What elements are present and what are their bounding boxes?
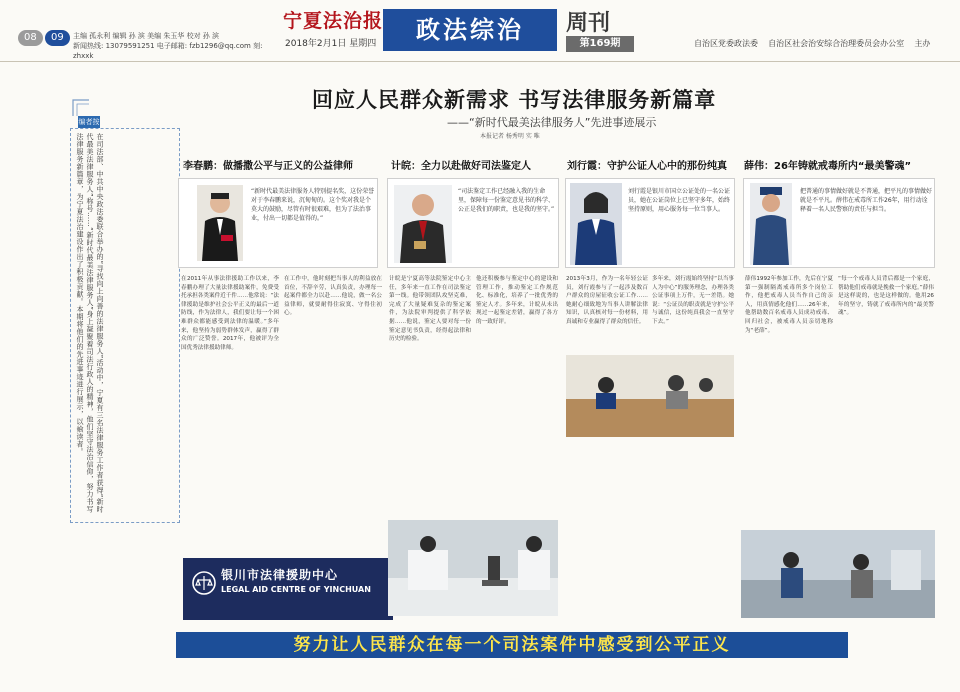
sponsor-3: 主办 [914,39,931,48]
legal-aid-sign-chinese: 银川市法律援助中心 [221,568,339,582]
person-3-quote: 刘行霞是银川市国立公证处的一名公证员，她在公证岗位上已坚守多年，始终坚持原则，用心服务每一位当事人。 [628,188,731,213]
editor-note-tag: 编者按 [78,118,100,126]
sponsors [694,38,930,49]
article-3-column-1: 2013年3月，作为一名年轻公证员，刘行霞参与了一起涉及数百户群众的房屋征收公证工作……她耐心细致地为当事人讲解法律知识，认真核对每一份材料，用真诚和专业赢得了群众的信任。 [566,276,648,325]
section-title: 政法综治 [383,9,557,51]
issue-date: 2018年2月1日 星期四 [285,39,377,49]
article-2-column-2: 他还积极参与鉴定中心的建设和管理工作，推动鉴定工作规范化、标准化，培养了一批优秀的鉴定人才。多年来，计皖从未出现过一起鉴定差错，赢得了各方的一致好评。 [476,276,558,325]
issue-number: 第169期 [566,36,634,52]
sponsor-2: 自治区社会治安综合治理委员会办公室 [768,39,905,48]
main-headline: 回应人民群众新需求 书写法律服务新篇章 [312,87,717,112]
editor-note-box [70,128,180,523]
editor-note-text: 在司法部、中共中央政法委联合举办的“寻找向上向善的法律服务人”活动中，宁夏有三名法律服务工作者获得“新时代最美法律服务人”称号……“新时代最美法律服务人”身上凝聚着司法行政人的精神，他们坚守法治信仰，努力书写法律服务新篇章，为宁夏法治建设作出了积极贡献。本期将他们的先进事迹进行展示，以飨读者。 [76,133,104,513]
weekly-label: 周刊 [566,10,611,36]
person-1-heading: 李春鹏：做播撒公平与正义的公益律师 [183,161,353,172]
person-4-photo [750,183,792,265]
page-number-right: 09 [45,30,70,46]
rehab-centre-photo [741,530,935,618]
person-3-heading: 刘行霞：守护公证人心中的那份纯真 [567,161,727,172]
person-3-photo [570,183,622,265]
bottom-slogan-banner: 努力让人民群众在每一个司法案件中感受到公平正义 [176,632,848,658]
masthead [0,0,960,62]
sub-headline: ——“新时代最美法律服务人”先进事迹展示 [447,116,657,129]
person-1-photo [197,185,243,261]
legal-aid-centre-photo [183,558,393,620]
person-1-profile-box [178,178,378,268]
person-2-quote: “司法鉴定工作已经融入我的生命里，保障每一份鉴定意见书的科学、公正是我们的职责，也是我的坚守。” [458,188,555,213]
article-1-column-2: 在工作中，他时刻把当事人的利益放在首位，不辞辛劳，认真负责，办理每一起案件都全力以赴……他说，做一名公益律师，就要耐得住寂寞、守得住初心。 [284,276,382,317]
newspaper-logo: 宁夏法治报 [283,10,384,32]
article-1-column-1: 在2011年从事法律援助工作以来，李春鹏办理了大量法律援助案件，免费受托承担各类案件近千件……他常说：“法律援助是维护社会公平正义的最后一道防线，作为法律人，我们要让每一个困难群众都能感受到法律的温暖。”多年来，他坚持为弱势群体发声，赢得了群众的广泛赞誉。2017年，他被评为全国优秀法律援助律师。 [181,276,279,351]
person-4-profile-box [743,178,935,268]
notary-service-photo [566,355,734,437]
person-4-quote: 把普通的事情做好就是不普通，把平凡的事情做好就是不平凡。薛伟在戒毒所工作26年，用行动诠释着一名人民警察的责任与担当。 [800,188,932,213]
reporter-byline: 本报记者 杨秀明 实 唯 [480,133,540,140]
legal-aid-emblem-icon [191,570,217,596]
person-2-profile-box [387,178,559,268]
legal-aid-sign-english: LEGAL AID CENTRE OF YINCHUAN [221,585,371,594]
article-4-column-1: 薛伟1992年参加工作，先后在宁夏第一强制隔离戒毒所多个岗位工作，他把戒毒人员当作自己的亲人，用真情感化他们……26年来，他帮助数百名戒毒人员成功戒毒、回归社会，被戒毒人员亲切地称为“老薛”。 [745,276,833,334]
lab-microscope-photo [388,520,558,616]
person-2-heading: 计皖：全力以赴做好司法鉴定人 [391,161,531,172]
editor-credits [73,31,273,61]
person-2-photo [394,185,452,263]
article-2-column-1: 计皖是宁夏高等法院鉴定中心主任，多年来一直工作在司法鉴定第一线。他带领团队攻坚克难，完成了大量疑难复杂的鉴定案件，为法院审判提供了科学依据……他说，鉴定人要对每一份鉴定意见书负责，经得起法律和历史的检验。 [389,276,471,343]
person-3-profile-box [565,178,735,268]
editor-line-2: 新闻热线: 13079591251 电子邮箱: fzb1296@qq.com 刻: zhxxk [73,42,263,60]
person-1-quote: “新时代最美法律服务人特别提名奖，这份荣誉对于李春鹏来说，沉甸甸的。这个奖对我是个莫大的鼓励，尽管有时很艰难，但为了法治事业，付出一切都是值得的。” [251,188,375,222]
article-3-column-2: 多年来，刘行霞始终坚持“以当事人为中心”的服务理念，办理各类公证事项上万件，无一差错。她说：“公证员的职责就是守护公平与诚信，这份纯真我会一直坚守下去。” [652,276,734,325]
page-number-left: 08 [18,30,43,46]
editor-line-1: 主编 孤永利 编辑 孙 滨 美编 朱玉华 校对 孙 滨 [73,32,220,40]
sponsor-1: 自治区党委政法委 [694,39,758,48]
person-4-heading: 薛伟：26年铸就戒毒所内“最美警魂” [744,161,912,172]
article-4-column-2: “每一个戒毒人员背后都是一个家庭，帮助他们戒毒就是挽救一个家庭。”薛伟是这样说的，也是这样做的。他用26年的坚守，铸就了戒毒所内的“最美警魂”。 [838,276,934,317]
